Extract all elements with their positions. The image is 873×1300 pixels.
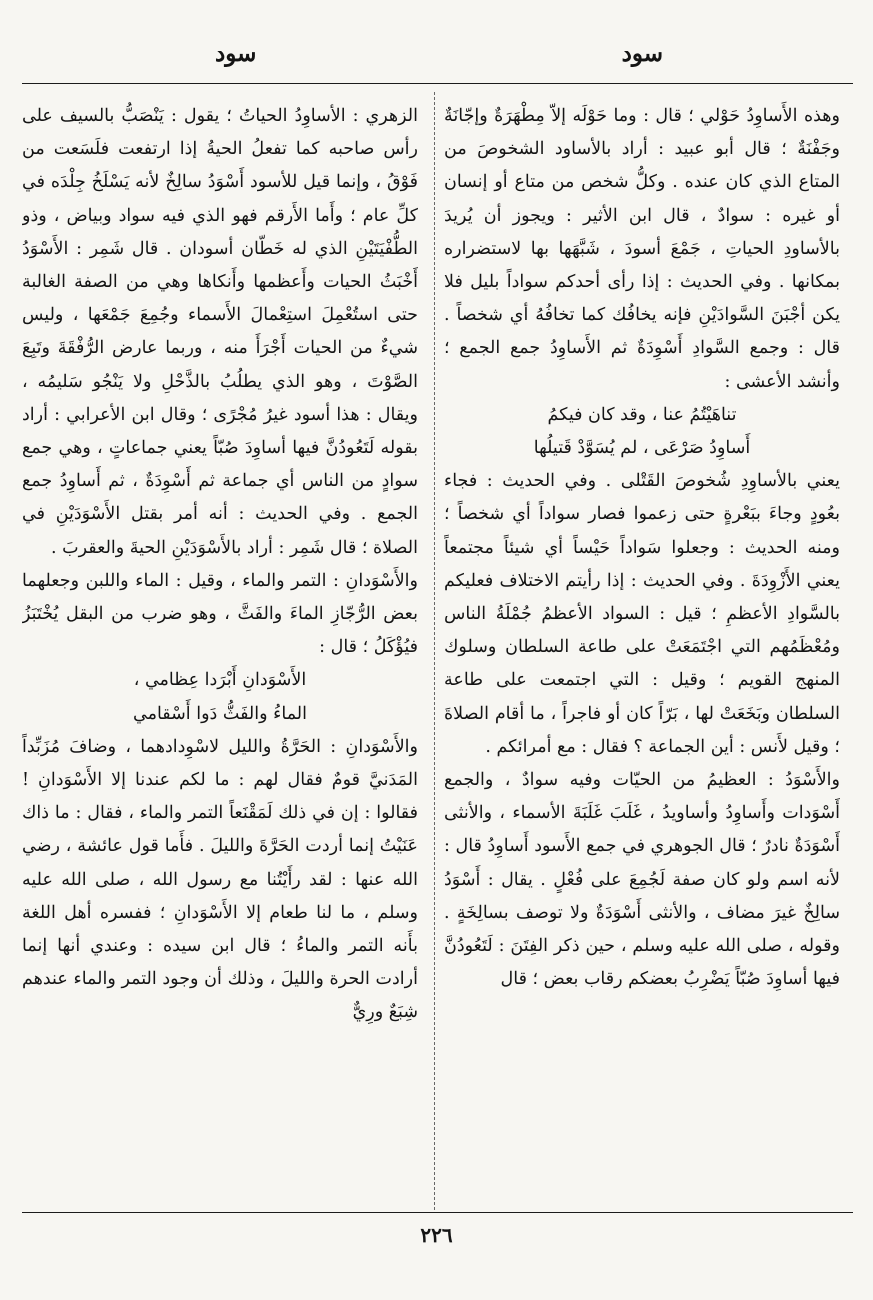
running-header-left: سود: [215, 40, 257, 67]
paragraph: الزهري : الأساوِدُ الحياتُ ؛ يقول : يَنْصَبُّ بالسيف على رأس صاحبه كما تفعلُ الحيةُ إذا ارتفعت فلَسَعت من فَوْقُ ، وإنما قيل للأسود أَسْوَدُ سالِخٌ لأنه يَسْلَخُ جِلْدَه في كلِّ عام ؛ وأَما الأَرقم فهو الذي فيه سواد وبياض ، وذو الطُّفْيَتَيْنِ الذي له خَطّان أسودان . قال شَمِر : الأَسْوَدُ أَخْبَثُ الحيات وأَعظمها وأَنكاها وهي من الصفة الغالبة حتى استُعْمِلَ استِعْمالَ الأَسماء وجُمِعَ جَمْعَها ، وليس شيءٌ من الحيات أَجْرَأَ منه ، وربما عارض الرُّفْقَةَ وتَبِعَ الصَّوْتَ ، وهو الذي يطلُبُ بالذَّحْلِ ولا يَنْجُو سَليمُه ، ويقال : هذا أسود غيرُ مُجْرًى ؛ وقال ابن الأعرابي : أراد بقوله لَتَعُودُنَّ فيها أساوِدَ صُبّاً يعني جماعاتٍ ، وهي جمع سوادٍ من الناس أي جماعة ثم أَسْوِدَةٌ ، ثم أَساوِدُ جمع الجمع . وفي الحديث : أنه أمر بقتل الأَسْوَدَيْنِ في الصلاة ؛ قال شَمِر : أراد بالأَسْوَدَيْنِ الحيةَ والعقربَ .: [22, 106, 418, 558]
paragraph: والأَسْوَدُ : العظيمُ من الحيّات وفيه سوادٌ ، والجمع أَسْوَدات وأَساوِدُ وأساويدُ ، غَلَبَ غَلَبَةَ الأسماء ، والأنثى أَسْوَدَةٌ نادرٌ ؛ قال الجوهري في جمع الأَسود أَساوِدُ قال : لأنه اسم ولو كان صفة لَجُمِعَ على فُعْلٍ . يقال : أَسْوَدُ سالِخٌ غيرَ مضاف ، والأنثى أَسْوَدَةٌ ولا توصف بسالِخَةٍ . وقوله ، صلى الله عليه وسلم ، حين ذكر الفِتَنَ : لَتَعُودُنَّ فيها أساوِدَ صُبّاً يَضْرِبُ بعضكم رقاب بعض ؛ قال: [444, 770, 840, 990]
footer-rule: [22, 1212, 853, 1213]
verse-line: الأَسْوَدانِ أَبْرَدا عِظامي ،: [133, 670, 307, 691]
paragraph: وهذه الأَساوِدُ حَوْلي ؛ قال : وما حَوْلَه إلاّ مِطْهَرَةٌ وإجّانَةٌ وجَفْنَةٌ ؛ قال أبو عبيد : أراد بالأساود الشخوصَ من المتاع الذي كان عنده . وكلُّ شخص من متاع أو إنسان أو غيره : سوادٌ ، قال ابن الأثير : ويجوز أن يُريدَ بالأساودِ الحياتِ ، جَمْعَ أسودَ ، شَبَّهَها بها لاستضراره بمكانها . وفي الحديث : إذا رأى أحدكم سواداً بليل فلا يكن أجْبَنَ السَّوادَيْنِ فإنه يخافُك كما تخافُهُ أي شخصاً . قال : وجمع السَّوادِ أَسْوِدَةٌ ثم الأَساوِدُ جمع الجمع ؛ وأنشد الأعشى :: [444, 106, 840, 392]
left-column: [22, 100, 418, 1210]
paragraph: والأَسْوَدانِ : التمر والماء ، وقيل : الماء واللبن وجعلهما بعض الرُّجّازِ الماءَ والفَثَّ ، وهو ضرب من البقل يُخْتَبَزُ فيُؤْكَلُ ؛ قال :: [22, 570, 418, 658]
right-column: [444, 100, 840, 1210]
running-header-right: سود: [621, 40, 663, 67]
paragraph: يعني بالأساوِدِ شُخوصَ القَتْلى . وفي الحديث : فجاء بعُودٍ وجاءَ ببَعْرةٍ حتى زعموا فصار سواداً أي شخصاً ؛ ومنه الحديث : وجعلوا سَواداً حَيْساً أي شيئاً مجتمعاً يعني الأَزْوِدَةَ . وفي الحديث : إذا رأيتم الاختلاف فعليكم بالسَّوادِ الأعظمِ ؛ قيل : السواد الأعظمُ جُمْلَةُ الناس ومُعْظَمُهم التي اجْتَمَعَتْ على طاعة السلطان وسلوك المنهج القويم ؛ وقيل : التي اجتمعت على طاعة السلطان وبَخَعَتْ لها ، بَرّاً كان أو فاجراً ، ما أقام الصلاةَ ؛ وقيل لأَنس : أين الجماعة ؟ فقال : مع أمرائكم .: [444, 471, 840, 757]
header-rule: [22, 83, 853, 84]
verse-line: الماءُ والفَثُّ دَوا أَسْقامي: [132, 703, 308, 724]
verse-line: تناهَيْتُمُ عنا ، وقد كان فيكمُ: [547, 404, 737, 425]
column-divider: [434, 92, 435, 1210]
verse-line: أَساوِدُ صَرْعَى ، لم يُسَوَّدْ قَتيلُها: [533, 438, 751, 459]
page-number: ٢٢٦: [420, 1223, 453, 1247]
paragraph: والأَسْوَدانِ : الحَرَّةُ والليل لاسْوِدادهما ، وضافَ مُزَبِّداً المَدَنيَّ قومٌ فقال لهم : ما لكم عندنا إلا الأَسْوَدانِ ! فقالوا : إن في ذلك لَمَقْنَعاً التمر والماء ، فقال : ما ذاك عَنَيْتُ إنما أردت الحَرَّةَ والليلَ . فأَما قول عائشة ، رضي الله عنها : لقد رأَيْتُنا مع رسول الله ، صلى الله عليه وسلم ، ما لنا طعام إلا الأَسْوَدانِ ؛ ففسره أهل اللغة بأَنه التمر والماءُ ؛ قال ابن سيده : وعندي أنها إنما أرادت الحرة والليلَ ، وذلك أن وجود التمر والماء عندهم شِبَعٌ ورِيٌّ: [22, 736, 418, 1023]
